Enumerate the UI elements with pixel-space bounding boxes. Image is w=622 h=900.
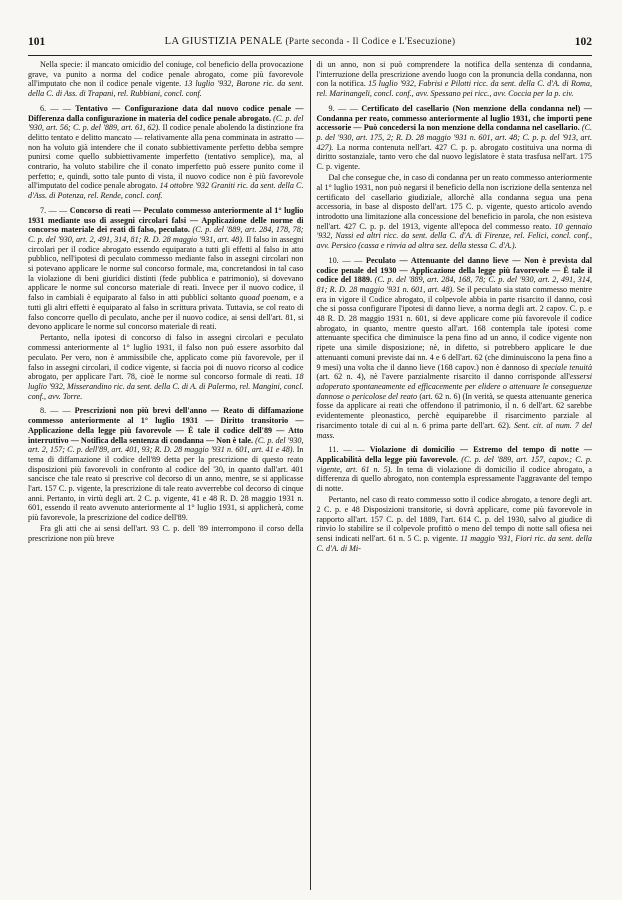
maxim-11-ref: 11 maggio '931, Fiori ric. da sent. della C. d'A. di Mi-	[316, 534, 592, 553]
maxim-8-paragraph-2	[28, 524, 304, 543]
page-number-right: 102	[574, 36, 592, 48]
maxim-9-paragraph-2	[317, 173, 593, 251]
header-rule	[28, 55, 592, 56]
maxim-10-emphasis: speciale tenuità	[540, 362, 592, 372]
maxim-10-heading: Peculato — Attenuante del danno lieve — Non è prevista dal codice penale del 1930 — Applicazione della legge più favorevole — È tale il codice del 1889.	[316, 255, 592, 285]
right-paragraph-1	[317, 60, 593, 99]
two-column-body	[28, 60, 592, 890]
maxim-6-number: 6. — —	[40, 103, 76, 113]
maxim-11-paragraph-2	[317, 495, 593, 553]
maxim-8-number: 8. — —	[40, 406, 75, 416]
maxim-10-body-3: (art. 62 n. 6) (In verità, se questa attenuante generica fosse da applicare ai reati che offendono il patrimonio, il n. 6 dell'art. 62 sarebbe evidentemente pleonastico, perchè equiparebbe il risarcimento parziale al risarcimento totale di cui al n. 6 prima parte dell'art. 62).	[316, 391, 592, 430]
maxim-11-body: In tema di violazione di domicilio il codice abrogato, a differenza di quello abrogato, non contempla espressamente l'aggravante del tempo di notte.	[316, 464, 592, 494]
maxim-7-citation: (C. p. del '889, art. 284, 178, 78; C. p. del '930, art. 2, 491, 314, 81; R. D. 28 maggio '931, art. 48).	[28, 225, 304, 244]
maxim-9	[317, 104, 593, 172]
maxim-7-body: Il falso in assegni circolari per il codice abrogato essendo equiparato a tutti gli effetti al falso in atto pubblico, nell'ipotesi di peculato commesso mediante falso in assegni circolari non si potevano applicare le norme sul concorso formale, ma, concretandosi in tal caso la violazione di beni giuridici distinti (fede pubblica e patrimonio), si dovevano applicare le norme sul concorso materiale di reati. Invece per il nuovo codice, il falso in cambiali è equiparato al falso in atti pubblici soltanto	[28, 234, 304, 303]
maxim-6-heading: Tentativo — Configurazione data dal nuovo codice penale — Differenza dalla configurazione in materia del codice penale abrogato.	[28, 103, 304, 123]
maxim-9-heading: Certificato del casellario (Non menzione della condanna nel) — Condanna per reato, commesso anteriormente al luglio 1931, che importi pene accessorie — Può concedersi la non menzione della condanna nel casellario.	[316, 103, 592, 133]
maxim-9-p2-text: Dal che consegue che, in caso di condanna per un reato commesso anteriormente al 1° luglio 1931, non può negarsi il beneficio della non iscrizione della sentenza nel certificato del casellario giudiziale, allorchè alla condanna segua una pena accessoria, in base al disposto dell'art. 175 C. p. vigente, questo articolo avendo introdotto una limitazione alla concessione del beneficio in parola, che non esisteva nell'art. 427 C. p. p. del 1913, vigente all'epoca del commesso reato.	[316, 173, 592, 231]
maxim-6	[28, 104, 304, 201]
journal-title-sub: (Parte seconda - Il Codice e L'Esecuzione)	[285, 36, 456, 46]
maxim-8-citation: (C. p. del '930, art. 2, 157; C. p. dell'89, art. 401, 93; R. D. 28 maggio '931 n. 601, art. 41 e 48).	[28, 435, 304, 455]
journal-title-main: LA GIUSTIZIA PENALE	[164, 36, 283, 47]
maxim-11	[317, 445, 593, 494]
maxim-8-p2-text: Fra gli atti che ai sensi dell'art. 93 C. p. dell '89 interrompono il corso della prescrizione non più breve	[28, 524, 304, 544]
right-column	[311, 60, 593, 890]
right-p1-text: di un anno, non si può comprendere la notifica della sentenza di condanna, l'interruzione della prescrizione avendo luogo con la pronuncia della condanna, non con la notifica.	[316, 60, 592, 89]
maxim-10-number: 10. — —	[328, 255, 367, 265]
journal-title	[92, 36, 528, 47]
maxim-10	[317, 256, 593, 440]
maxim-11-number: 11. — —	[328, 445, 370, 455]
maxim-6-ref: 14 ottobre '932 Graniti ric. da sent. della C. d'Ass. di Potenza, rel. Rende, concl. conf.	[28, 181, 304, 201]
maxim-7-paragraph-2	[28, 333, 304, 401]
maxim-8-heading: Prescrizioni non più brevi dell'anno — Reato di diffamazione commesso anteriormente al 1° luglio 1931 — Diritto transitorio — Applicazione della legge più favorevole — È tale il codice dell'89 — Atto interruttivo — Notifica della sentenza di condanna — Non è tale.	[28, 406, 304, 445]
maxim-6-body: Il codice penale abolendo la distinzione fra delitto tentato e delitto mancato — relativamente alla pena comminata in astratto — non ha voluto già intendere che il conato subbiettivamente perfetto debba sempre punirsi come quello subbiettivamente imperfetto (tentativo semplice), ma, al contrario, ha voluto stabilire che il conato imperfetto può essere punito come il perfetto; e, quindi, sotto tale punto di vista, il nuovo codice non è più favorevole all'imputato del codice penale abrogato.	[28, 123, 304, 191]
left-column	[28, 60, 310, 890]
maxim-7-number: 7. — —	[40, 205, 70, 215]
maxim-11-p2-text: Pertanto, nel caso di reato commesso sotto il codice abrogato, a tenore degli art. 2 C. p. e 48 Disposizioni transitorie, si dovrà applicare, come più favorevole in rapporto all'art. 157 C. p. del 1889, l'art. 614 C. p. del 1930, salvo al giudice di rinvio lo stabilire se il colpevole profittò o meno del tempo di notte sall ofiesa nei sensi indicati nell'art. 61 n. 5 C. p. vigente.	[316, 495, 592, 544]
maxim-9-citation: (C. p. del '930, art. 175, 2; R. D. 28 maggio '931 n. 601, art. 48; C. p. p. del '913, art. 427).	[316, 123, 592, 152]
maxim-9-number: 9. — —	[328, 103, 362, 113]
maxim-6-citation: (C. p. del '930, art. 56; C. p. del '889, art. 61, 62).	[28, 113, 304, 133]
maxim-7-heading: Concorso di reati — Peculato commesso anteriormente al 1° luglio 1931 mediante uso di assegni circolari falsi — Applicazione delle norme di concorso materiale dei reati di falso, peculato.	[28, 205, 304, 235]
maxim-10-quote: essersi adoperato spontaneamente ed efficacemente per elidere o attenuare le conseguenze dannose o pericolose del reato	[316, 372, 592, 401]
maxim-11-heading: Violazione di domicilio — Estremo del tempo di notte — Applicabilità della legge più favorevole.	[316, 445, 592, 464]
left-p1-text: Nella specie: il mancato omicidio del coniuge, col beneficio della provocazione grave, va punito a norma del codice penale abrogato, come più favorevole all'imputato che non il codice penale vigente.	[28, 60, 304, 89]
maxim-9-body: La norma contenuta nell'art. 427 C. p. p. abrogato costituiva una norma di diritto sostanziale, tanto vero che dal nuovo legislatore è stata trasfusa nell'art. 175 C. p. vigente.	[316, 142, 592, 172]
maxim-10-ref: Sent. cit. al num. 7 del mass.	[316, 420, 592, 440]
left-p1-ref: 13 luglio '932, Barone ric. da sent. della C. di Ass. di Trapani, rel. Rubbiani, concl. conf.	[28, 79, 304, 99]
maxim-8	[28, 406, 304, 522]
maxim-8-body: In tema di diffamazione il codice dell'89 detta per la prescrizione di questo reato disposizioni più favorevoli in confronto al codice del '30, in quanto dall'art. 401 sancisce che tale reato si prescrive col decorso di un anno, mentre, se si applicasse l'art. 157 C. p. vigente, la prescrizione di tale reato avverrebbe col decorso di cinque anni. Pertanto, in virtù degli art. 2 C. p. vigente, 41 e 48 R. D. 28 maggio 1931 n. 601, essendo il reato avvenuto anteriormente al 1° luglio 1931, si applicherà, come più favorevole, la prescrizione del codice dell'89.	[28, 445, 304, 523]
maxim-7	[28, 206, 304, 332]
maxim-10-body: Se il peculato sia stato commesso mentre era in vigore il Codice abrogato, il colpevole abbia in parte risarcito il danno, così che si possa configurare l'ipotesi di danno lieve, a norma degli art. 2 capov. C. p. e 48 R. D. 28 maggio 1931 n. 601, si deve applicare come più favorevole il codice abrogato, in quanto, mentre questo all'art. 168 contempla tale ipotesi come attenuante specifica che diminuisce la pena fino ad un anno, il codice vigente non ripete una simile disposizione; nè, in difetto, si potrebbero applicare le due attenuanti comuni previste dai nn. 4 e 6 dell'art. 62 (che diminuiscono la pena fino a 9 mesi) una volta che il danno lieve (168 capov.) non è dannoso di	[316, 284, 592, 372]
maxim-7-latin: quoad poenam	[239, 293, 289, 303]
left-paragraph-1	[28, 60, 304, 99]
maxim-7-ref: 18 luglio '932, Misserandino ric. da sent. della C. di A. di Palermo, rel. Mangini, concl. conf., avv. Torre.	[28, 372, 304, 401]
maxim-11-citation: (C. p. del '889, art. 157, capov.; C. p. vigente, art. 61 n. 5).	[316, 454, 592, 474]
maxim-9-ref: 10 gennaio '932, Nassi ed altri ricc. da sent. della C. d'A. di Firenze, rel. Felici, concl. conf., avv. Persico (cassa e rinvia ad altra sez. della stessa C. d'A.).	[316, 221, 592, 251]
page-number-left: 101	[28, 36, 46, 48]
running-header	[28, 22, 592, 48]
maxim-7-body-2: , e a tutti gli altri effetti è equiparato al falso in scrittura privata. Tuttavia, se col reato di falso concorre quello di peculato, anche per il nuovo codice, ai sensi dell'art. 81, si devono applicare le norme sul concorso materiale di reati.	[28, 293, 304, 332]
maxim-10-body-2: (art. 62 n. 4), nè l'avere parzialmente risarcito il danno corrisponde all'	[316, 372, 570, 382]
maxim-7-p2-text: Pertanto, nella ipotesi di concorso di falso in assegni circolari e peculato commessi anteriormente al 1° luglio 1931, il falso non può essere assorbito dal peculato. Per vero, non è ammissibile che, applicato come più favorevole, per il falso in assegni circolari, il codice vigente, si faccia poi di nuovo ricorso al codice abrogato, per applicare l'art. 78, cioè le norme sul concorso formale di reati.	[28, 333, 304, 382]
right-p1-ref: 15 luglio '932, Fabrisi e Pilotti ricc. da sent. della C. d'A. di Roma, rel. Marinangeli, concl. conf., avv. Spessano pei ricc., avv. Coccia per la p. civ.	[316, 79, 592, 99]
maxim-10-citation: (C. p. del '889, art. 284, 168, 78; C. p. del '930, art. 2, 491, 314, 81; R. D. 28 maggio '931 n. 601, art. 48).	[316, 275, 592, 294]
